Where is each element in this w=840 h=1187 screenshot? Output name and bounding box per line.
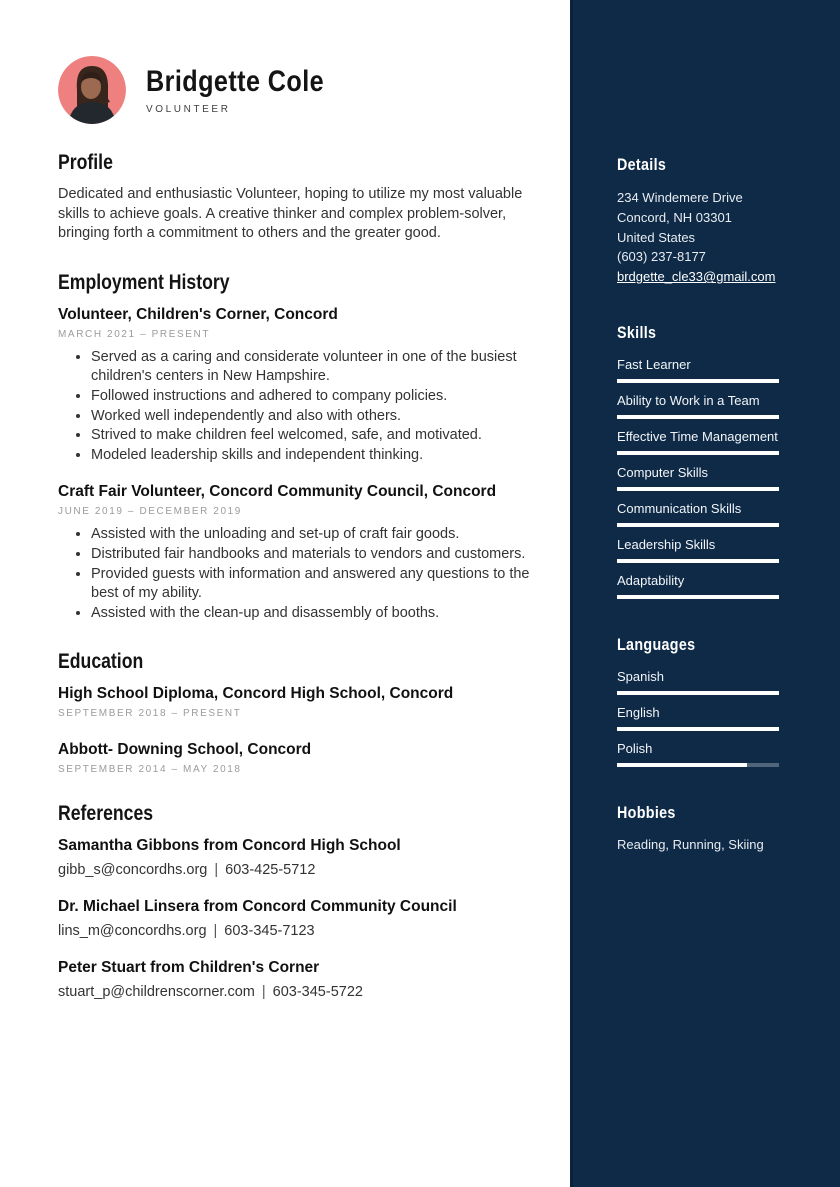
skill-label: Ability to Work in a Team <box>617 392 760 408</box>
skill-item <box>617 428 779 455</box>
skill-item <box>617 464 779 491</box>
job-bullet: • Assisted with the clean-up and disassembly of booths. <box>91 604 540 624</box>
education-section <box>58 649 540 775</box>
education-dates: SEPTEMBER 2018 – PRESENT <box>58 708 242 720</box>
skill-bar <box>617 559 779 563</box>
sidebar <box>570 0 840 1187</box>
profile-text: Dedicated and enthusiastic Volunteer, hoping to utilize my most valuable skills to achieve goals. A creative thinker and complex problem-solver, bringing forth a commitment to others and the greater good. <box>58 186 523 242</box>
language-bar <box>617 727 779 731</box>
language-label: Spanish <box>617 668 664 684</box>
separator: | <box>213 923 218 940</box>
reference-entry <box>58 897 540 939</box>
references-heading: References <box>58 802 154 826</box>
job-bullet: • Worked well independently and also with others. <box>91 407 540 427</box>
skill-bar <box>617 523 779 527</box>
reference-contact <box>58 923 540 939</box>
languages-heading: Languages <box>617 634 696 654</box>
reference-name: Dr. Michael Linsera from Concord Community Council <box>58 898 457 916</box>
hobbies-section <box>617 803 779 854</box>
skill-item <box>617 572 779 599</box>
skill-item <box>617 356 779 383</box>
job-title: Volunteer, Children's Corner, Concord <box>58 305 338 323</box>
skill-item <box>617 500 779 527</box>
reference-entry <box>58 958 540 1000</box>
reference-phone: 603-345-7123 <box>224 923 315 940</box>
email-link[interactable]: brdgette_cle33@gmail.com <box>617 269 776 285</box>
language-item <box>617 668 779 695</box>
reference-email: lins_m@concordhs.org <box>58 923 207 940</box>
skill-label: Computer Skills <box>617 464 709 480</box>
job-bullet: • Provided guests with information and answered any questions to the best of my ability. <box>91 565 540 604</box>
reference-entry <box>58 836 540 878</box>
person-name: Bridgette Cole <box>146 65 325 98</box>
skill-bar <box>617 487 779 491</box>
skill-bar <box>617 451 779 455</box>
details-heading: Details <box>617 155 667 174</box>
address-line: United States <box>617 229 696 245</box>
language-item <box>617 740 779 767</box>
address-line: 234 Windemere Drive <box>617 190 743 205</box>
profile-heading: Profile <box>58 151 113 174</box>
skill-label: Leadership Skills <box>617 536 716 552</box>
skill-item <box>617 392 779 419</box>
job-bullet-list <box>58 348 540 466</box>
education-title: Abbott- Downing School, Concord <box>58 741 312 759</box>
education-dates: SEPTEMBER 2014 – MAY 2018 <box>58 764 242 776</box>
education-entry <box>58 684 540 719</box>
education-title: High School Diploma, Concord High School, Concord <box>58 685 454 703</box>
reference-phone: 603-345-5722 <box>272 984 363 1001</box>
job-entry <box>58 482 540 623</box>
reference-name: Peter Stuart from Children's Corner <box>58 959 320 977</box>
skill-label: Adaptability <box>617 572 685 588</box>
language-label: Polish <box>617 740 653 756</box>
reference-name: Samantha Gibbons from Concord High School <box>58 837 401 855</box>
reference-contact <box>58 984 540 1000</box>
separator: | <box>214 862 219 879</box>
details-section <box>617 155 779 287</box>
person-title: VOLUNTEER <box>146 104 231 115</box>
reference-email: stuart_p@childrenscorner.com <box>58 984 255 1001</box>
employment-section <box>58 270 540 624</box>
job-bullet: • Followed instructions and adhered to company policies. <box>91 387 540 407</box>
skills-heading: Skills <box>617 322 657 342</box>
education-heading: Education <box>58 650 144 674</box>
skill-label: Fast Learner <box>617 356 691 372</box>
address-line: Concord, NH 03301 <box>617 209 732 225</box>
hobbies-text: Reading, Running, Skiing <box>617 836 764 852</box>
job-bullet: • Distributed fair handbooks and materials to vendors and customers. <box>91 545 540 565</box>
job-dates: MARCH 2021 – PRESENT <box>58 328 211 340</box>
phone-number: (603) 237-8177 <box>617 249 706 265</box>
skills-section <box>617 323 779 599</box>
job-entry <box>58 305 540 466</box>
job-bullet-list <box>58 525 540 623</box>
reference-phone: 603-425-5712 <box>225 862 316 879</box>
job-bullet: • Assisted with the unloading and set-up of craft fair goods. <box>91 525 540 545</box>
skill-bar <box>617 379 779 383</box>
job-bullet: • Strived to make children feel welcomed, safe, and motivated. <box>91 426 540 446</box>
header <box>58 56 540 124</box>
profile-photo <box>58 56 126 124</box>
skill-label: Effective Time Management <box>617 428 778 444</box>
language-bar <box>617 691 779 695</box>
language-item <box>617 704 779 731</box>
job-dates: JUNE 2019 – DECEMBER 2019 <box>58 506 242 518</box>
job-bullet: • Modeled leadership skills and independent thinking. <box>91 446 540 466</box>
reference-email: gibb_s@concordhs.org <box>58 862 208 879</box>
references-section <box>58 801 540 1000</box>
skill-bar <box>617 415 779 419</box>
hobbies-heading: Hobbies <box>617 802 676 822</box>
name-block <box>146 65 358 115</box>
profile-section <box>58 150 540 244</box>
reference-contact <box>58 862 540 878</box>
skill-item <box>617 536 779 563</box>
language-bar <box>617 763 779 767</box>
skill-bar <box>617 595 779 599</box>
separator: | <box>261 984 266 1001</box>
job-title: Craft Fair Volunteer, Concord Community Council, Concord <box>58 483 497 501</box>
job-bullet: • Served as a caring and considerate volunteer in one of the busiest children's centers in New Hampshire. <box>91 348 540 387</box>
language-label: English <box>617 704 660 720</box>
skill-label: Communication Skills <box>617 500 742 516</box>
education-entry <box>58 740 540 775</box>
languages-section <box>617 635 779 767</box>
employment-heading: Employment History <box>58 270 230 294</box>
